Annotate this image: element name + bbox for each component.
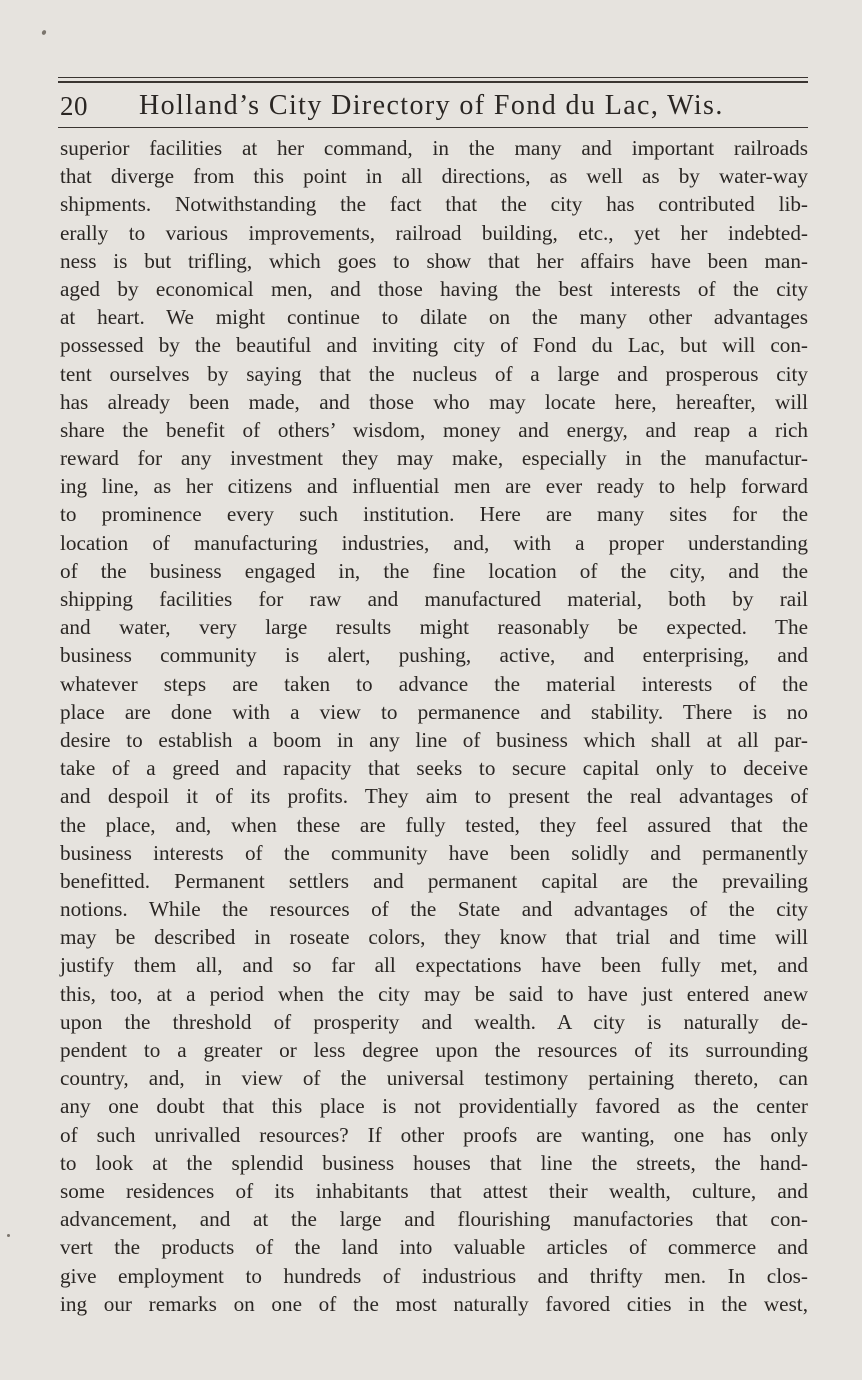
text-line: has already been made, and those who may locate here, hereafter, will bbox=[60, 389, 808, 414]
text-line: ing line, as her citizens and influential men are ever ready to help forward bbox=[60, 474, 808, 499]
text-line: may be described in roseate colors, they know that trial and time will bbox=[60, 925, 808, 950]
text-line: advancement, and at the large and flourishing manufactories that con- bbox=[60, 1207, 808, 1232]
text-line: pendent to a greater or less degree upon the resources of its surrounding bbox=[60, 1038, 808, 1062]
header-rule bbox=[58, 127, 808, 128]
text-line: aged by economical men, and those having the best interests of the city bbox=[60, 276, 808, 301]
text-line: business interests of the community have been solidly and permanently bbox=[60, 840, 808, 865]
text-line: ness is but trifling, which goes to show that her affairs have been man- bbox=[60, 248, 808, 273]
text-line: country, and, in view of the universal testimony pertaining thereto, can bbox=[60, 1066, 808, 1091]
text-line: to look at the splendid business houses that line the streets, the hand- bbox=[60, 1150, 808, 1175]
text-line: whatever steps are taken to advance the material interests of the bbox=[60, 671, 808, 696]
text-line: business community is alert, pushing, active, and enterprising, and bbox=[60, 643, 808, 668]
text-line: upon the threshold of prosperity and wealth. A city is naturally de- bbox=[60, 1009, 808, 1034]
text-line: desire to establish a boom in any line of business which shall at all par- bbox=[60, 727, 808, 752]
text-line: place are done with a view to permanence and stability. There is no bbox=[60, 699, 808, 724]
text-line: of such unrivalled resources? If other proofs are wanting, one has only bbox=[60, 1122, 808, 1147]
body-text bbox=[60, 134, 808, 1318]
text-line: shipments. Notwithstanding the fact that the city has contributed lib- bbox=[60, 192, 808, 217]
text-line: justify them all, and so far all expectations have been fully met, and bbox=[60, 953, 808, 978]
text-line: take of a greed and rapacity that seeks to secure capital only to deceive bbox=[60, 756, 808, 781]
text-line: vert the products of the land into valuable articles of commerce and bbox=[60, 1235, 808, 1260]
text-line: tent ourselves by saying that the nucleus of a large and prosperous city bbox=[60, 361, 808, 386]
text-line: give employment to hundreds of industrious and thrifty men. In clos- bbox=[60, 1263, 808, 1288]
text-line: at heart. We might continue to dilate on the many other advantages bbox=[60, 305, 808, 330]
text-line: of the business engaged in, the fine location of the city, and the bbox=[60, 558, 808, 583]
text-line: benefitted. Permanent settlers and permanent capital are the prevailing bbox=[60, 868, 808, 893]
text-line: that diverge from this point in all directions, as well as by water-way bbox=[60, 164, 808, 189]
text-line: reward for any investment they may make, especially in the manufactur- bbox=[60, 446, 808, 471]
paper-speck bbox=[41, 29, 47, 35]
text-line: location of manufacturing industries, and, with a proper understanding bbox=[60, 530, 808, 555]
page-header bbox=[60, 86, 808, 126]
paper-speck bbox=[7, 1234, 10, 1237]
text-line: superior facilities at her command, in the many and important railroads bbox=[60, 136, 808, 160]
text-line: ing our remarks on one of the most naturally favored cities in the west, bbox=[60, 1291, 808, 1316]
text-line: the place, and, when these are fully tested, they feel assured that the bbox=[60, 812, 808, 837]
page-number: 20 bbox=[60, 91, 88, 121]
top-rule-thick bbox=[58, 81, 808, 83]
text-line: and water, very large results might reasonably be expected. The bbox=[60, 615, 808, 640]
text-line: erally to various improvements, railroad building, etc., yet her indebted- bbox=[60, 220, 808, 245]
top-rule-thin bbox=[58, 77, 808, 78]
text-line: to prominence every such institution. Here are many sites for the bbox=[60, 502, 808, 527]
text-line: shipping facilities for raw and manufactured material, both by rail bbox=[60, 587, 808, 611]
text-line: some residences of its inhabitants that attest their wealth, culture, and bbox=[60, 1178, 808, 1203]
text-line: notions. While the resources of the State and advantages of the city bbox=[60, 897, 808, 922]
running-title: Holland’s City Directory of Fond du Lac, Wis. bbox=[139, 90, 724, 121]
text-line: share the benefit of others’ wisdom, money and energy, and reap a rich bbox=[60, 417, 808, 442]
text-line: this, too, at a period when the city may be said to have just entered anew bbox=[60, 981, 808, 1006]
text-line: possessed by the beautiful and inviting city of Fond du Lac, but will con- bbox=[60, 333, 808, 358]
text-line: and despoil it of its profits. They aim to present the real advantages of bbox=[60, 784, 808, 809]
text-line: any one doubt that this place is not providentially favored as the center bbox=[60, 1094, 808, 1119]
